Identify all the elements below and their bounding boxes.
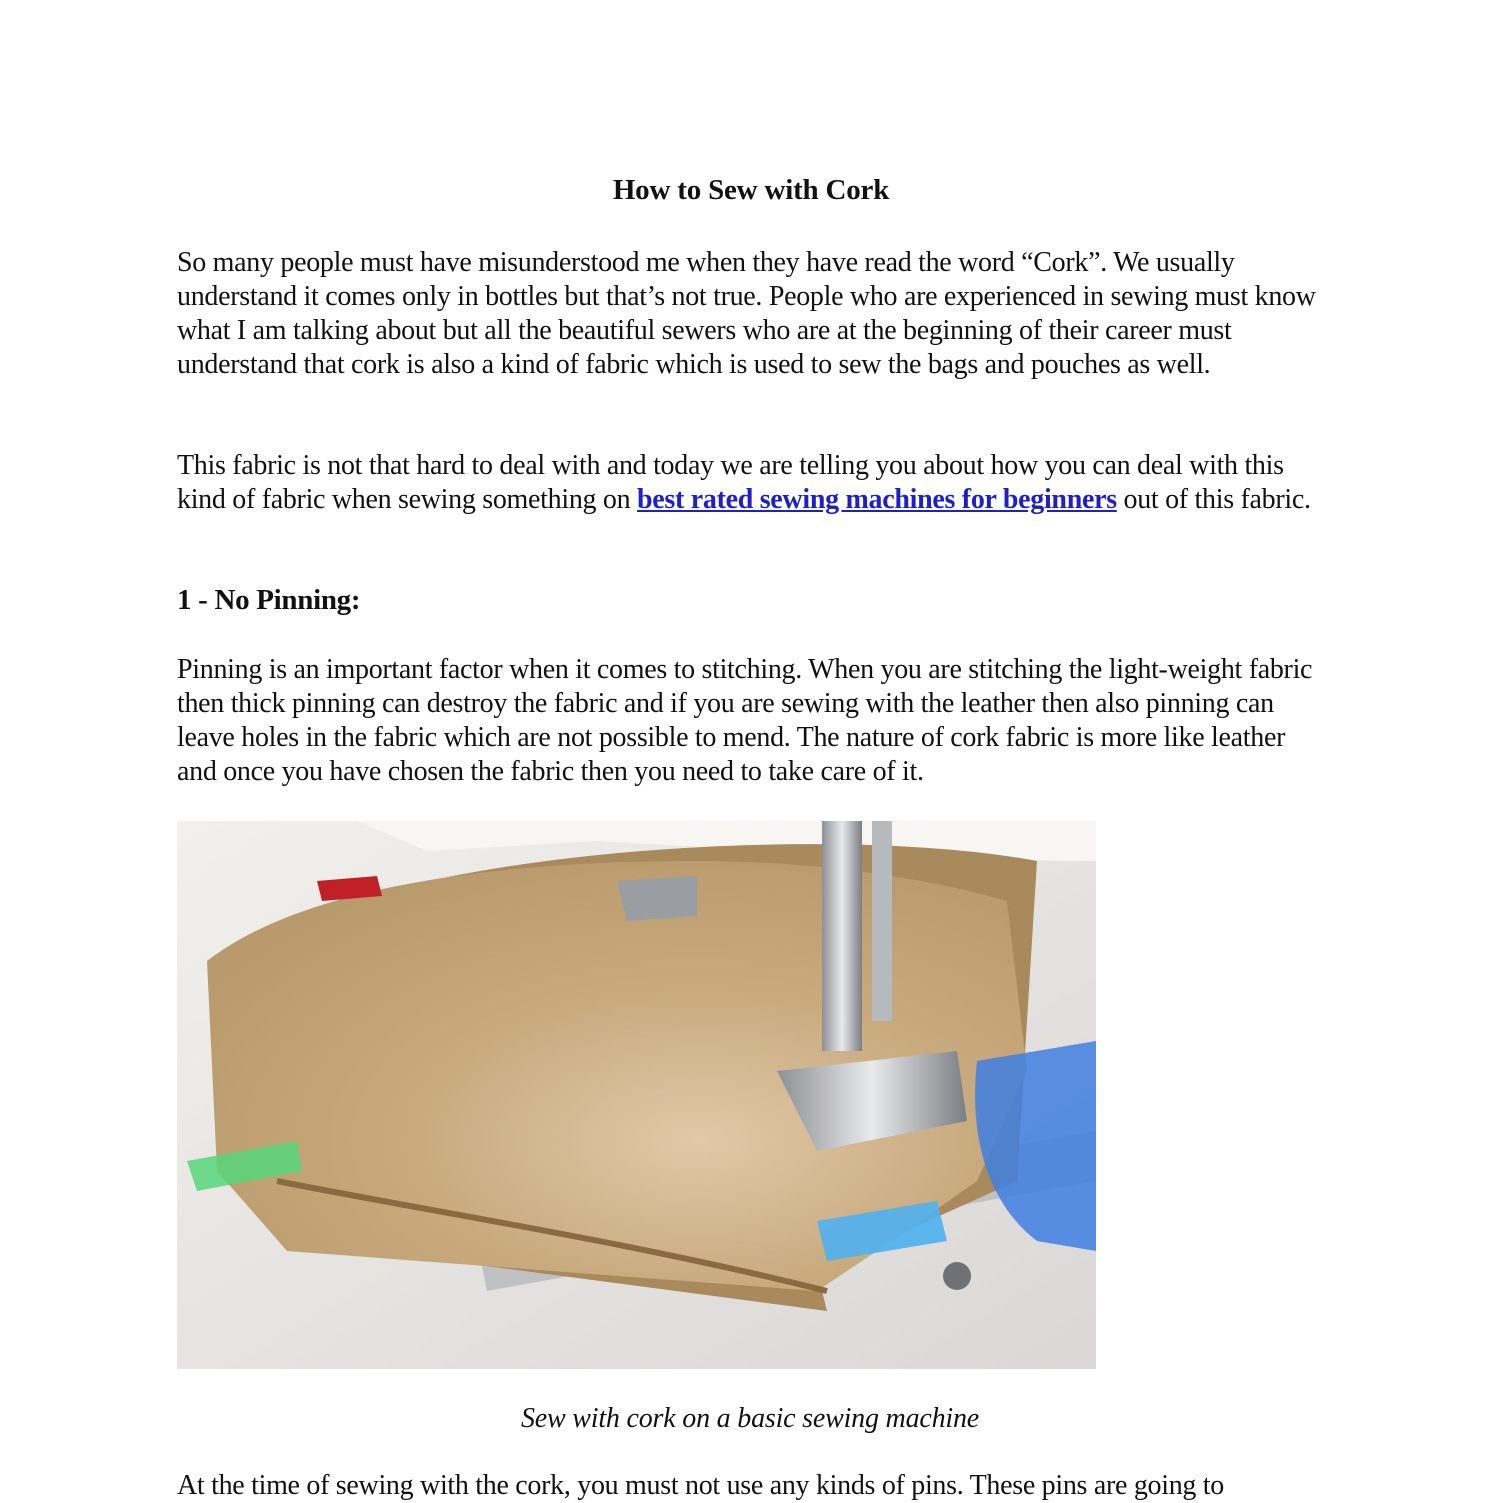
needle-bar — [872, 821, 892, 1021]
thread-guide — [617, 876, 697, 921]
page-title: How to Sew with Cork — [612, 174, 890, 206]
pinning-paragraph: Pinning is an important factor when it comes to stitching. When you are stitching the light-weight fabric then thick pinning can destroy the fabric and if you are sewing with the leather then also pinning can leave holes in the fabric which are not possible to mend. The nature of cork fabric is more like leather and once you have chosen the fabric then you need to take care of it. — [177, 654, 1313, 787]
second-paragraph-text-after: out of this fabric. — [1116, 484, 1311, 515]
last-paragraph: At the time of sewing with the cork, you must not use any kinds of pins. These pins are going to — [177, 1470, 1224, 1501]
section-heading-no-pinning: 1 - No Pinning: — [177, 584, 361, 616]
presser-bar — [822, 821, 862, 1051]
intro-paragraph: So many people must have misunderstood me when they have read the word “Cork”. We usually understand it comes only in bottles but that’s not true. People who are experienced in sewing must know what I am talking about but all the beautiful sewers who are at the beginning of their career must understand that cork is also a kind of fabric which is used to sew the bags and pouches as well. — [177, 247, 1316, 380]
second-paragraph — [177, 449, 1327, 517]
best-sewing-machines-link[interactable]: best rated sewing machines for beginners — [637, 484, 1117, 515]
clip-screw — [943, 1262, 971, 1290]
image-caption: Sew with cork on a basic sewing machine — [520, 1403, 980, 1434]
sewing-cork-photo — [177, 821, 1096, 1369]
sewing-machine-illustration — [177, 821, 1096, 1369]
second-paragraph-text-before: This fabric is not that hard to deal with and today we are telling you about how you can deal with this kind of fabric when sewing something on — [177, 450, 1284, 515]
